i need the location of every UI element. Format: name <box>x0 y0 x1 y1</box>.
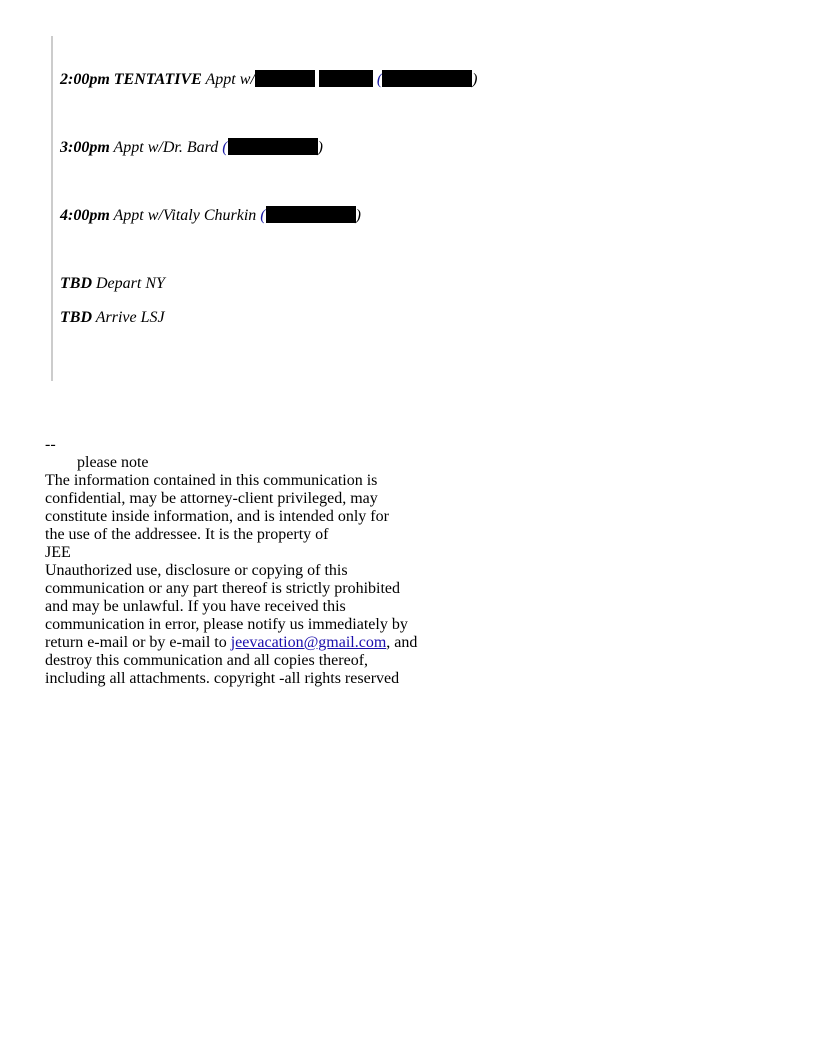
email-prefix: return e-mail or by e-mail to <box>45 634 231 651</box>
disclaimer-line: the use of the addressee. It is the property of <box>45 526 329 543</box>
redaction-block <box>382 70 472 87</box>
disclaimer-line: destroy this communication and all copies thereof, <box>45 652 369 669</box>
schedule-time: TBD <box>60 275 92 292</box>
close-paren: ) <box>317 139 323 156</box>
redaction-block <box>228 138 318 155</box>
schedule-time: 4:00pm <box>60 207 110 224</box>
redaction-block <box>319 70 373 87</box>
schedule-item-4 <box>60 274 165 294</box>
open-paren: ( <box>222 139 228 156</box>
disclaimer-line: including all attachments. copyright -all rights reserved <box>45 670 400 687</box>
close-paren: ) <box>472 71 478 88</box>
schedule-text: Arrive LSJ <box>92 309 165 326</box>
schedule-item-3 <box>60 206 361 226</box>
disclaimer-line: confidential, may be attorney-client privileged, may <box>45 490 378 507</box>
open-paren: ( <box>260 207 266 224</box>
open-paren: ( <box>376 71 383 88</box>
disclaimer-line: and may be unlawful. If you have received this <box>45 598 346 615</box>
redaction-block <box>266 206 356 223</box>
schedule-item-2 <box>60 138 323 158</box>
schedule-text: Appt w/Dr. Bard <box>109 139 223 156</box>
email-suffix: , and <box>386 634 418 651</box>
close-paren: ) <box>355 207 361 224</box>
schedule-time: 3:00pm <box>60 139 110 156</box>
schedule-item-5 <box>60 308 165 328</box>
disclaimer-line: The information contained in this communication is <box>45 472 378 489</box>
quote-bar <box>51 36 53 381</box>
schedule-text: Appt w/Vitaly Churkin <box>109 207 261 224</box>
disclaimer-line: Unauthorized use, disclosure or copying of this <box>45 562 348 579</box>
disclaimer-line: communication or any part thereof is strictly prohibited <box>45 580 401 597</box>
disclaimer-line: constitute inside information, and is intended only for <box>45 508 389 525</box>
email-link[interactable]: jeevacation@gmail.com <box>230 634 387 651</box>
schedule-text: Depart NY <box>92 275 165 292</box>
disclaimer-line-email <box>45 634 445 652</box>
disclaimer-line: JEE <box>45 544 71 561</box>
please-note-label: please note <box>77 454 149 471</box>
schedule-text: Appt w/ <box>201 71 255 88</box>
schedule-time: 2:00pm TENTATIVE <box>60 71 202 88</box>
signature-separator: -- <box>45 436 56 453</box>
email-disclaimer <box>45 436 445 688</box>
redaction-block <box>255 70 315 87</box>
schedule-time: TBD <box>60 309 92 326</box>
schedule-item-1 <box>60 70 478 90</box>
disclaimer-line: communication in error, please notify us immediately by <box>45 616 408 633</box>
